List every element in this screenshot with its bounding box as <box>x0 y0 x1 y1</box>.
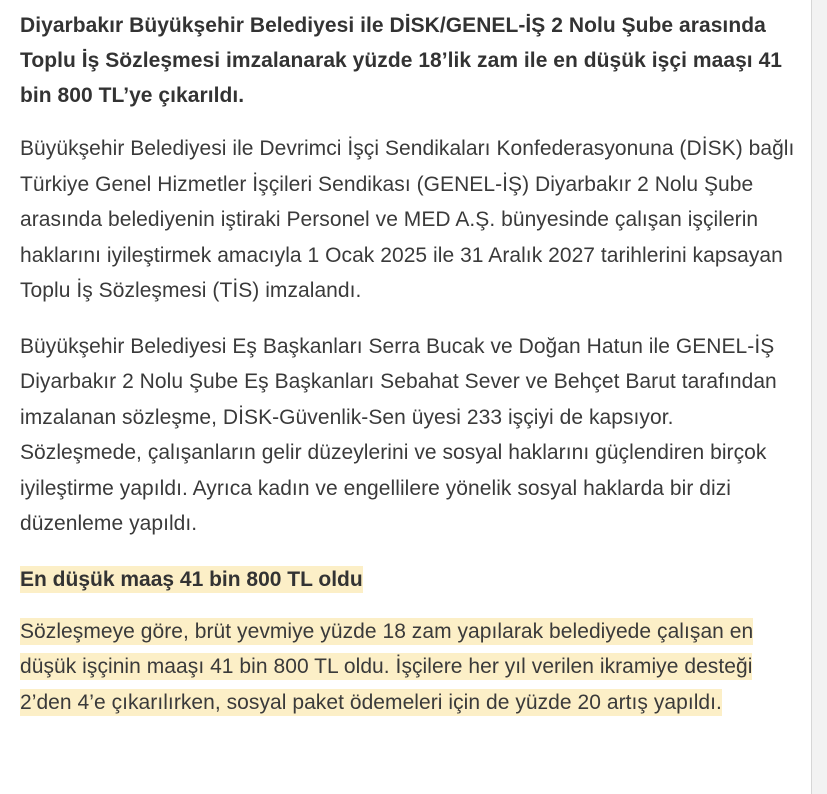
section-heading <box>20 562 795 597</box>
paragraph-signatories: Büyükşehir Belediyesi Eş Başkanları Serra Bucak ve Doğan Hatun ile GENEL-İŞ Diyarbakır 2 Nolu Şube Eş Başkanları Sebahat Sever ve Behçet Barut tarafından imzalanan sözleşme, DİSK-Güvenlik-Sen üyesi 233 işçiyi de kapsıyor. Sözleşmede, çalışanların gelir düzeylerini ve sosyal haklarını güçlendiren birçok iyileştirme yapıldı. Ayrıca kadın ve engellilere yönelik sosyal haklarda bir dizi düzenleme yapıldı. <box>20 334 777 535</box>
section-heading-text: En düşük maaş 41 bin 800 TL oldu <box>20 567 363 591</box>
article-body <box>20 8 795 720</box>
scrollbar-track[interactable] <box>813 0 827 794</box>
paragraph-agreement: Büyükşehir Belediyesi ile Devrimci İşçi Sendikaları Konfederasyonuna (DİSK) bağlı Türkiye Genel Hizmetler İşçileri Sendikası (GENEL-İŞ) Diyarbakır 2 Nolu Şube arasında belediyenin iştiraki Personel ve MED A.Ş. bünyesinde çalışan işçilerin haklarını iyileştirmek amacıyla 1 Ocak 2025 ile 31 Aralık 2027 tarihlerini kapsayan Toplu İş Sözleşmesi (TİS) imzalandı. <box>20 137 795 302</box>
paragraph-wage-details-text: Sözleşmeye göre, brüt yevmiye yüzde 18 zam yapılarak belediyede çalışan en düşük işçinin maaşı 41 bin 800 TL oldu. İşçilere her yıl verilen ikramiye desteği 2’den 4’e çıkarılırken, sosyal paket ödemeleri için de yüzde 20 artış yapıldı. <box>20 619 754 714</box>
article-lead: Diyarbakır Büyükşehir Belediyesi ile DİSK/GENEL-İŞ 2 Nolu Şube arasında Toplu İş Sözleşmesi imzalanarak yüzde 18’lik zam ile en düşük işçi maaşı 41 bin 800 TL’ye çıkarıldı. <box>20 14 783 107</box>
paragraph-wage-details <box>20 614 795 721</box>
